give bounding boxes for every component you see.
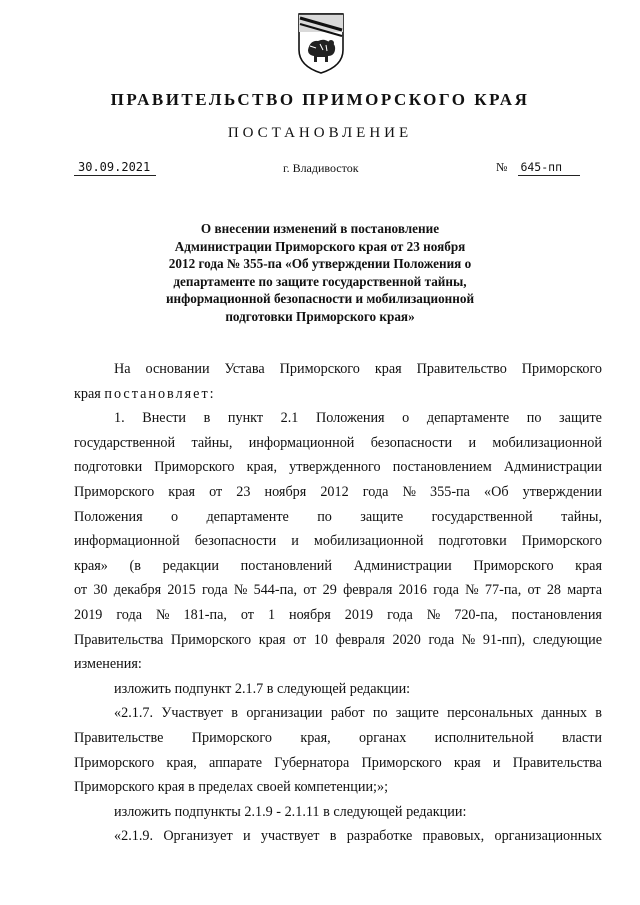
body-line: изменения:	[74, 656, 142, 673]
document-type: ПОСТАНОВЛЕНИЕ	[227, 125, 413, 141]
document-subject	[130, 220, 510, 325]
subject-line: информационной безопасности и мобилизационной	[165, 291, 475, 306]
government-title: ПРАВИТЕЛЬСТВО ПРИМОРСКОГО КРАЯ	[110, 90, 530, 109]
body-line: государственной тайны, информационной безопасности и мобилизационной	[74, 434, 602, 451]
subject-line: подготовки Приморского края»	[225, 308, 415, 324]
subject-line: департаменте по защите государственной тайны,	[173, 273, 467, 289]
subject-line: Администрации Приморского края от 23 ноября	[174, 238, 466, 254]
body-line: Правительстве Приморского края, органах исполнительной власти	[74, 729, 602, 746]
number-value: 645-пп	[518, 160, 580, 176]
document-meta-row	[0, 158, 640, 180]
body-text-fragment: края	[74, 385, 105, 402]
body-line: «2.1.9. Организует и участвует в разработке правовых, организационных	[114, 828, 602, 845]
body-line: подготовки Приморского края, утвержденного постановлением Администрации	[74, 459, 602, 476]
resolution-keyword: постановляет:	[104, 385, 216, 402]
document-number	[496, 160, 580, 176]
body-line: Приморского края в пределах своей компетенции;»;	[74, 779, 389, 796]
body-line: Приморского края от 23 ноября 2012 года № 355-па «Об утверждении	[74, 483, 602, 500]
body-line: изложить подпункты 2.1.9 - 2.1.11 в следующей редакции:	[114, 803, 467, 820]
body-line	[74, 382, 602, 407]
primorsky-krai-coat-of-arms-icon	[296, 10, 346, 76]
body-line: Правительства Приморского края от 10 февраля 2020 года № 91-пп), следующие	[74, 631, 603, 648]
subject-line: 2012 года № 355-па «Об утверждении Положения о	[168, 256, 472, 271]
body-line: Положения о департаменте по защите государственной тайны,	[74, 508, 603, 525]
body-line: «2.1.7. Участвует в организации работ по защите персональных данных в	[114, 705, 603, 722]
body-line: информационной безопасности и мобилизационной подготовки Приморского	[74, 533, 602, 550]
body-line: 2019 года № 181-па, от 1 ноября 2019 года № 720-па, постановления	[74, 606, 602, 623]
number-sign: №	[496, 160, 508, 174]
body-line: изложить подпункт 2.1.7 в следующей редакции:	[114, 680, 411, 697]
body-line: На основании Устава Приморского края Правительство Приморского	[114, 361, 603, 377]
document-city: г. Владивосток	[283, 161, 359, 175]
body-line: края» (в редакции постановлений Администрации Приморского края	[74, 557, 602, 574]
body-line: Приморского края, аппарате Губернатора Приморского края и Правительства	[74, 754, 602, 771]
subject-line: О внесении изменений в постановление	[200, 221, 440, 236]
body-line: 1. Внести в пункт 2.1 Положения о департаменте по защите	[114, 410, 602, 427]
document-body	[74, 357, 602, 849]
document-date: 30.09.2021	[74, 160, 156, 176]
body-line: от 30 декабря 2015 года № 544-па, от 29 февраля 2016 года № 77-па, от 28 марта	[74, 582, 603, 599]
